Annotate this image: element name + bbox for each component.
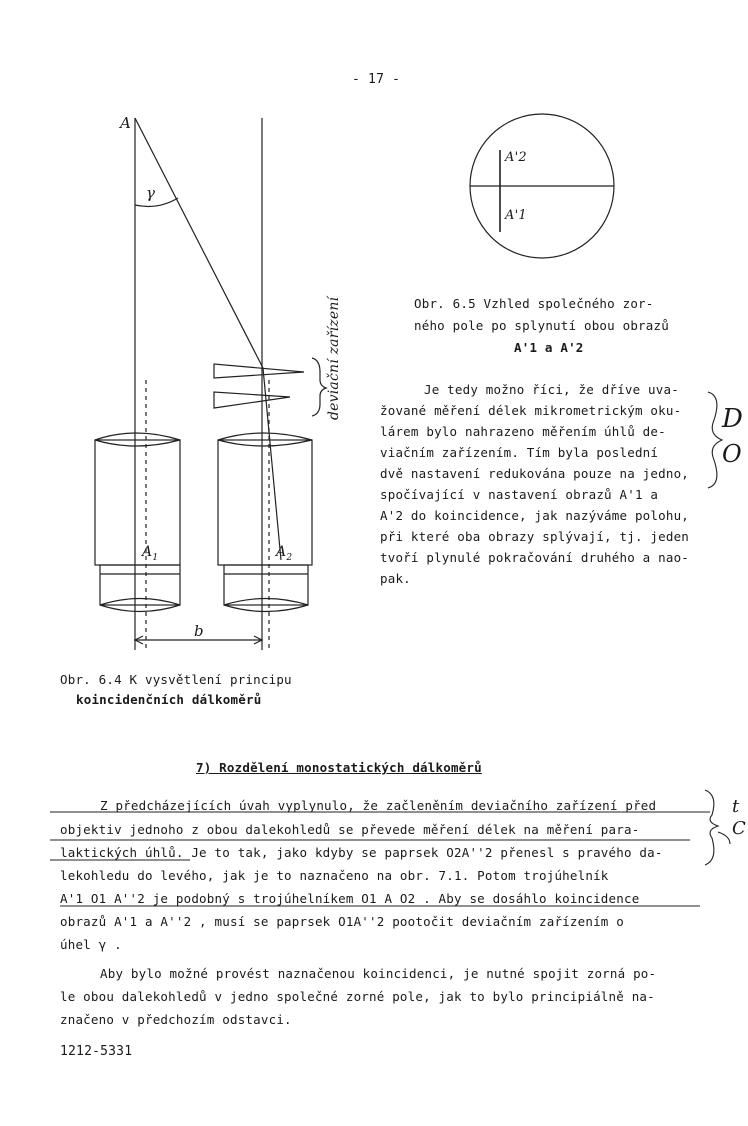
right-objective-top xyxy=(218,433,312,440)
label-A1-field: A'1 xyxy=(505,208,527,223)
side-para-line-1: Je tedy možno říci, že dříve uva- xyxy=(424,382,679,397)
margin-note-t: t xyxy=(732,796,740,817)
side-para-line-3: lárem bylo nahrazeno měřením úhlů de- xyxy=(380,424,666,439)
left-objective-top xyxy=(95,433,180,440)
side-para-line-4: viačním zařízením. Tím byla poslední xyxy=(380,445,659,460)
label-A1-left: $A_1$ xyxy=(142,544,159,563)
left-eyepiece-lens xyxy=(100,599,180,606)
label-A2-right: $A_2$ xyxy=(276,544,293,563)
label-gamma: γ xyxy=(146,184,156,202)
footer-code: 1212-5331 xyxy=(60,1044,133,1059)
body-para2-line-1: Aby bylo možné provést naznačenou koincidenci, je nutné spojit zorná po- xyxy=(100,966,657,981)
page-number: - 17 - xyxy=(352,72,401,87)
wedge-upper xyxy=(214,364,304,378)
device-brace xyxy=(312,358,326,416)
body-para1-line-3: laktických úhlů. Je to tak, jako kdyby se paprsek O2A''2 přenesl s pravého da- xyxy=(60,845,663,860)
fig-6-4-caption-line2: koincidenčních dálkoměrů xyxy=(76,692,262,707)
margin-brace-1 xyxy=(708,392,722,488)
body-para1-line-2: objektiv jednoho z obou dalekohledů se převede měření délek na měření para- xyxy=(60,822,640,837)
margin-brace-2 xyxy=(705,790,718,865)
fig-6-5-caption-line1: Obr. 6.5 Vzhled společného zor- xyxy=(414,296,654,311)
fig-6-4-caption-line1: Obr. 6.4 K vysvětlení principu xyxy=(60,672,292,687)
body-para1-line-4: lekohledu do levého, jak je to naznačeno na obr. 7.1. Potom trojúhelník xyxy=(60,868,609,883)
left-telescope-tube xyxy=(95,440,180,565)
body-para1-line-5: A'1 O1 A''2 je podobný s trojúhelníkem O1 A O2 . Aby se dosáhlo koincidence xyxy=(60,891,640,906)
right-eyepiece-lens xyxy=(224,599,308,606)
wedge-lower xyxy=(214,392,290,408)
label-b: b xyxy=(194,622,204,640)
label-A: A xyxy=(120,114,132,132)
margin-note-C: C xyxy=(732,818,746,839)
body-para2-line-2: le obou dalekohledů v jedno společné zorné pole, jak to bylo principiálně na- xyxy=(60,989,655,1004)
body-para1-line-6: obrazů A'1 a A''2 , musí se paprsek O1A''2 pootočit deviačním zařízením o xyxy=(60,914,624,929)
label-deviacni-zarizeni: deviační zařízení xyxy=(326,296,342,420)
fig-6-5-caption-line2: ného pole po splynutí obou obrazů xyxy=(414,318,669,333)
side-para-line-10: pak. xyxy=(380,571,411,586)
inclined-ray xyxy=(135,118,263,368)
gamma-arc xyxy=(135,198,178,206)
side-para-line-2: žované měření délek mikrometrickým oku- xyxy=(380,403,682,418)
label-A2-field: A'2 xyxy=(505,150,527,165)
right-telescope-tube xyxy=(218,440,312,565)
body-para1-line-1: Z předcházejících úvah vyplynulo, že začleněním deviačního zařízení před xyxy=(100,798,657,813)
body-para1-line-7: úhel γ . xyxy=(60,937,122,952)
figure-6-5-diagram xyxy=(470,114,614,258)
side-para-line-6: spočívající v nastavení obrazů A'1 a xyxy=(380,487,659,502)
fig-6-5-caption-line3: A'1 a A'2 xyxy=(514,340,584,355)
figure-6-4-diagram xyxy=(95,118,326,650)
side-para-line-5: dvě nastavení redukována pouze na jedno, xyxy=(380,466,690,481)
section-heading: 7) Rozdělení monostatických dálkoměrů xyxy=(196,760,482,775)
side-para-line-9: tvoří plynulé pokračování druhého a nao- xyxy=(380,550,690,565)
margin-note-O: O xyxy=(722,440,742,468)
side-para-line-7: A'2 do koincidence, jak nazýváme polohu, xyxy=(380,508,690,523)
side-para-line-8: při které oba obrazy splývají, tj. jeden xyxy=(380,529,690,544)
body-para2-line-3: značeno v předchozím odstavci. xyxy=(60,1012,292,1027)
margin-note-D: D xyxy=(722,404,744,434)
